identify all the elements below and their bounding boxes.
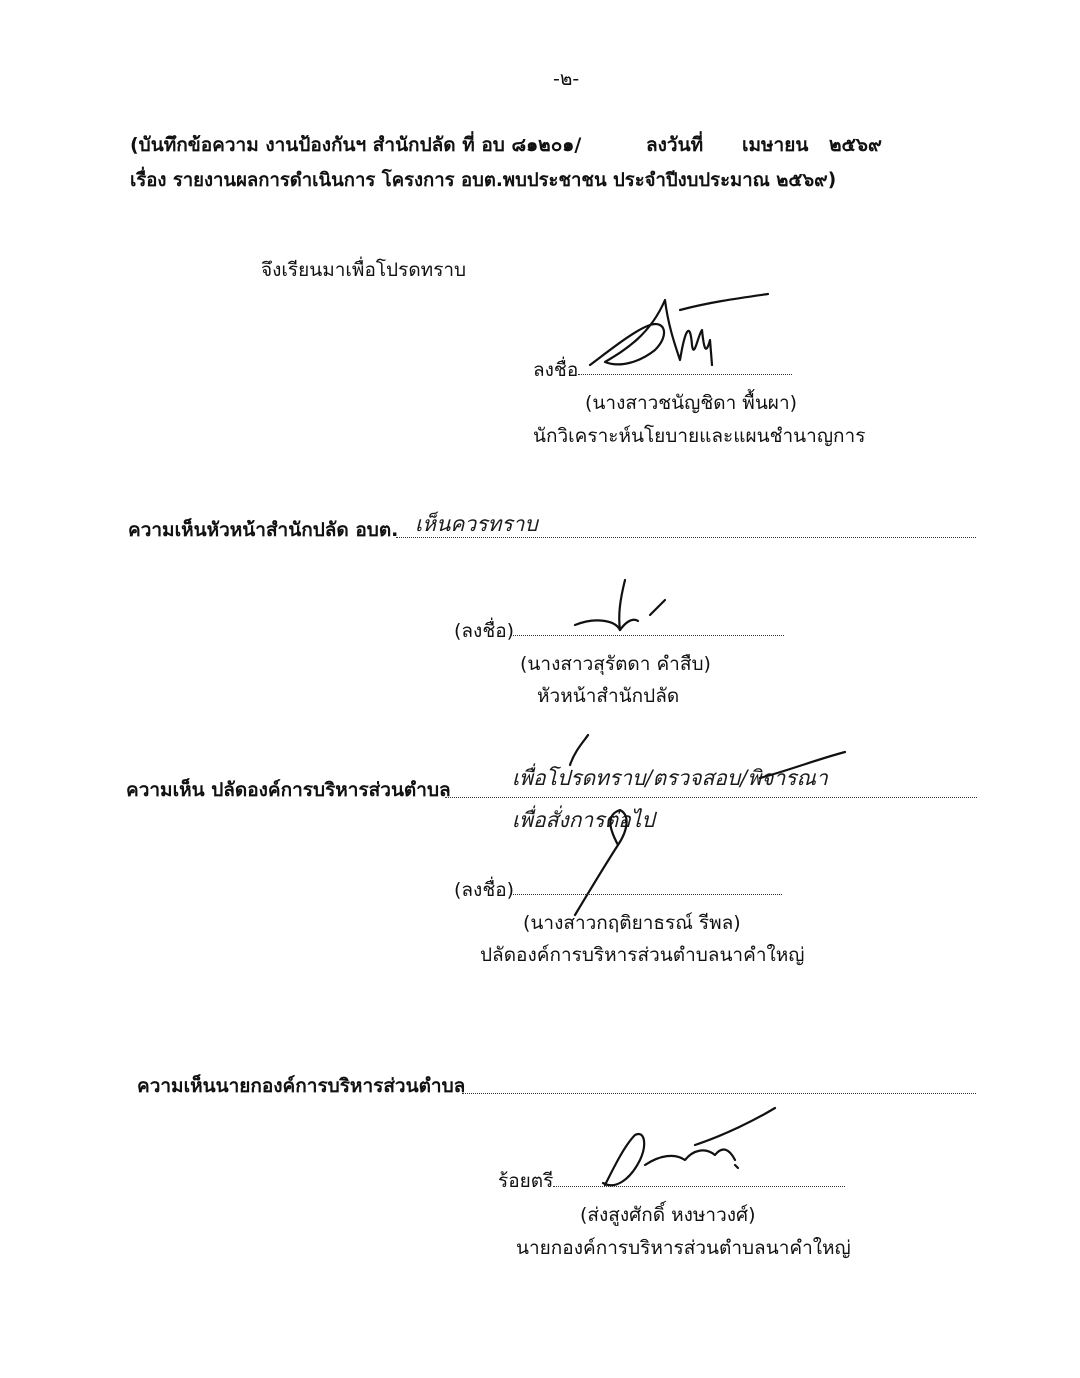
- signature-opinion2: [530, 730, 850, 920]
- opinion1-handwritten: เห็นควรทราบ: [415, 512, 538, 536]
- opinion1-position: หัวหน้าสำนักปลัด: [537, 685, 680, 707]
- opinion2-label: ความเห็น ปลัดองค์การบริหารส่วนตำบล: [126, 779, 451, 801]
- signer1-name: (นางสาวชนัญชิดา พื้นผา): [585, 392, 798, 414]
- opinion3-position: นายกองค์การบริหารส่วนตำบลนาคำใหญ่: [516, 1237, 851, 1259]
- signer1-signature-line: [578, 374, 792, 375]
- opinion3-name: (ส่งสูงศักดิ์ หงษาวงศ์): [580, 1204, 756, 1226]
- opinion2-sign-label: (ลงชื่อ): [454, 879, 515, 901]
- closing-text: จึงเรียนมาเพื่อโปรดทราบ: [261, 259, 467, 281]
- opinion1-signature-line: [510, 635, 784, 636]
- opinion2-name: (นางสาวกฤติยาธรณ์ รีพล): [523, 912, 741, 934]
- memo-reference: (บันทึกข้อความ งานป้องกันฯ สำนักปลัด ที่ อบ ๘๑๒๐๑/: [130, 134, 582, 156]
- memo-subject: เรื่อง รายงานผลการดำเนินการ โครงการ อบต.พบประชาชน ประจำปีงบประมาณ ๒๕๖๙): [130, 170, 837, 191]
- signer1-sign-label: ลงชื่อ: [533, 359, 579, 381]
- page-number: -๒-: [553, 68, 580, 90]
- opinion2-position: ปลัดองค์การบริหารส่วนตำบลนาคำใหญ่: [480, 944, 805, 966]
- opinion1-label: ความเห็นหัวหน้าสำนักปลัด อบต.: [128, 519, 399, 541]
- date-label: ลงวันที่: [646, 134, 704, 156]
- signer1-position: นักวิเคราะห์นโยบายและแผนชำนาญการ: [533, 425, 866, 447]
- opinion3-label: ความเห็นนายกองค์การบริหารส่วนตำบล: [137, 1075, 466, 1097]
- signature-opinion1: [560, 575, 690, 640]
- opinion3-rank: ร้อยตรี: [498, 1170, 554, 1192]
- opinion2-handwritten-line1: เพื่อโปรดทราบ/ตรวจสอบ/พิจารณา: [512, 766, 828, 790]
- date-year: ๒๕๖๙: [829, 134, 882, 156]
- signature-signer1: [580, 290, 780, 380]
- opinion3-signature-line: [553, 1186, 845, 1187]
- opinion2-signature-line: [510, 894, 782, 895]
- opinion1-name: (นางสาวสุรัตดา คำสืบ): [520, 653, 711, 675]
- opinion3-line: [462, 1093, 976, 1094]
- date-month: เมษายน: [742, 134, 809, 156]
- opinion2-handwritten-line2: เพื่อสั่งการต่อไป: [512, 808, 655, 832]
- opinion1-sign-label: (ลงชื่อ): [454, 620, 515, 642]
